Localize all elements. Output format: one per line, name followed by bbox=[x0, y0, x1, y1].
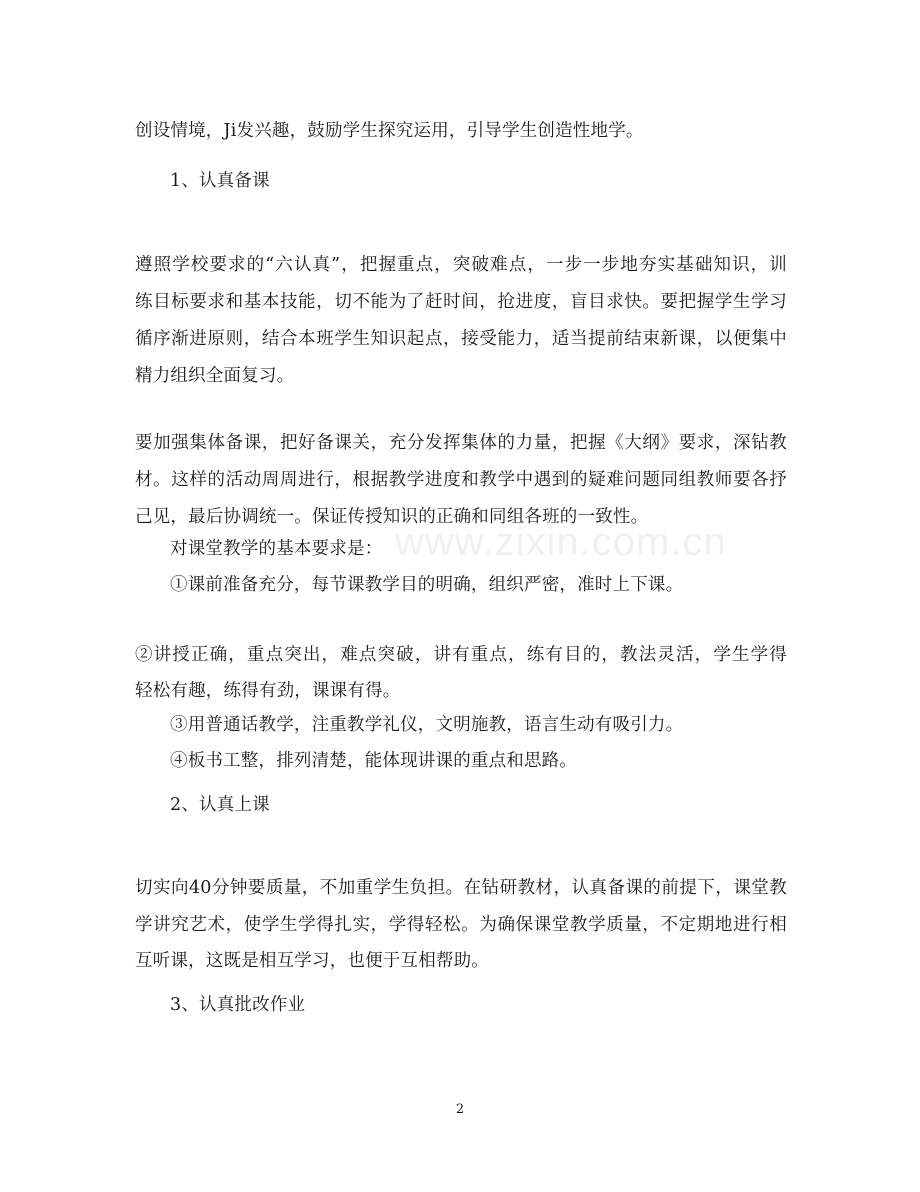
paragraph-line: 对课堂教学的基本要求是： bbox=[170, 539, 383, 559]
paragraph-line: 轻松有趣，练得有劲，课课有得。 bbox=[135, 681, 401, 701]
section-heading-3: 3、认真批改作业 bbox=[170, 995, 306, 1015]
watermark: www.zixin.com.cn bbox=[395, 520, 727, 564]
paragraph-line: 学讲究艺术，使学生学得扎实，学得轻松。为确保课堂教学质量，不定期地进行相 bbox=[135, 915, 787, 935]
paragraph-line: 互听课，这既是相互学习，也便于互相帮助。 bbox=[135, 951, 489, 971]
section-heading-1: 1、认真备课 bbox=[170, 171, 270, 191]
list-item: ①课前准备充分，每节课教学目的明确，组织严密，准时上下课。 bbox=[170, 575, 684, 595]
paragraph-line: 己见，最后协调统一。保证传授知识的正确和同组各班的一致性。 bbox=[135, 507, 649, 527]
list-item: ③用普通话教学，注重教学礼仪，文明施教，语言生动有吸引力。 bbox=[170, 715, 684, 735]
list-item: ②讲授正确，重点突出，难点突破，讲有重点，练有目的，教法灵活，学生学得 bbox=[135, 645, 787, 665]
paragraph-line: 精力组织全面复习。 bbox=[135, 366, 295, 386]
paragraph-line: 创设情境，Ji发兴趣，鼓励学生探究运用，引导学生创造性地学。 bbox=[135, 121, 644, 141]
paragraph-line: 切实向40分钟要质量，不加重学生负担。在钻研教材，认真备课的前提下，课堂教 bbox=[135, 878, 787, 898]
paragraph-line: 循序渐进原则，结合本班学生知识起点，接受能力，适当提前结束新课，以便集中 bbox=[135, 329, 787, 349]
paragraph-line: 练目标要求和基本技能，切不能为了赶时间，抢进度，盲目求快。要把握学生学习 bbox=[135, 292, 787, 312]
paragraph-line: 材。这样的活动周周进行，根据教学进度和教学中遇到的疑难问题同组教师要各抒 bbox=[135, 470, 787, 490]
page-number: 2 bbox=[455, 1102, 465, 1117]
paragraph-line: 遵照学校要求的“六认真”，把握重点，突破难点，一步一步地夯实基础知识，训 bbox=[135, 255, 787, 275]
section-heading-2: 2、认真上课 bbox=[170, 795, 270, 815]
paragraph-line: 要加强集体备课，把好备课关，充分发挥集体的力量，把握《大纲》要求，深钻教 bbox=[135, 433, 787, 453]
list-item: ④板书工整，排列清楚，能体现讲课的重点和思路。 bbox=[170, 751, 578, 771]
